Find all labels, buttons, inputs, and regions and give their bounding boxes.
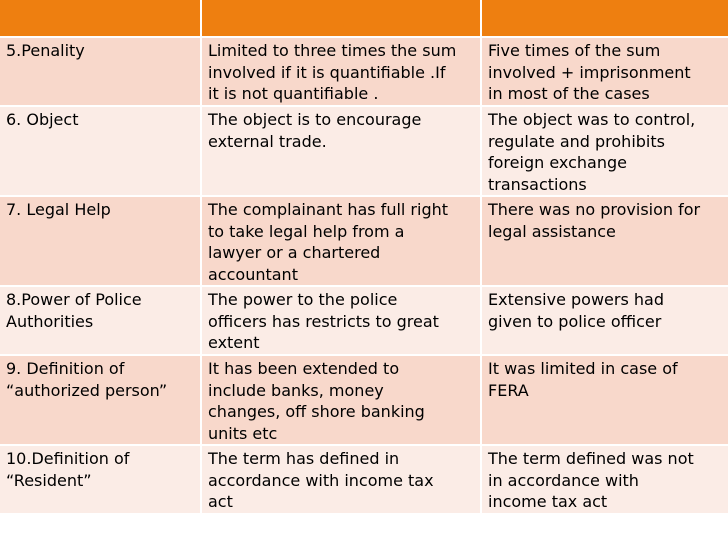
header-row	[0, 0, 728, 37]
fera-cell: There was no provision for legal assistance	[481, 196, 728, 286]
fema-cell: Limited to three times the sum involved if it is quantifiable .If it is not quantifiable .	[201, 37, 481, 106]
fema-cell: The object is to encourage external trade.	[201, 106, 481, 196]
table-row	[0, 286, 728, 355]
table-row	[0, 355, 728, 445]
fera-cell: Five times of the sum involved + imprisonment in most of the cases	[481, 37, 728, 106]
fera-cell: It was limited in case of FERA	[481, 355, 728, 445]
table-row	[0, 445, 728, 514]
fera-cell: Extensive powers had given to police officer	[481, 286, 728, 355]
header-cell-fema	[201, 0, 481, 37]
fema-cell: The term has defined in accordance with income tax act	[201, 445, 481, 514]
fera-cell: The term defined was not in accordance with income tax act	[481, 445, 728, 514]
parameter-cell: 7. Legal Help	[0, 196, 201, 286]
parameter-cell: 9. Definition of “authorized person”	[0, 355, 201, 445]
fema-cell: The complainant has full right to take legal help from a lawyer or a chartered accountant	[201, 196, 481, 286]
table-row	[0, 106, 728, 196]
table-row	[0, 37, 728, 106]
fera-cell: The object was to control, regulate and prohibits foreign exchange transactions	[481, 106, 728, 196]
parameter-cell: 5.Penality	[0, 37, 201, 106]
header-cell-fera	[481, 0, 728, 37]
parameter-cell: 8.Power of Police Authorities	[0, 286, 201, 355]
parameter-cell: 10.Definition of “Resident”	[0, 445, 201, 514]
table-row	[0, 196, 728, 286]
parameter-cell: 6. Object	[0, 106, 201, 196]
fema-cell: The power to the police officers has restricts to great extent	[201, 286, 481, 355]
header-cell-parameter	[0, 0, 201, 37]
fema-cell: It has been extended to include banks, money changes, off shore banking units etc	[201, 355, 481, 445]
